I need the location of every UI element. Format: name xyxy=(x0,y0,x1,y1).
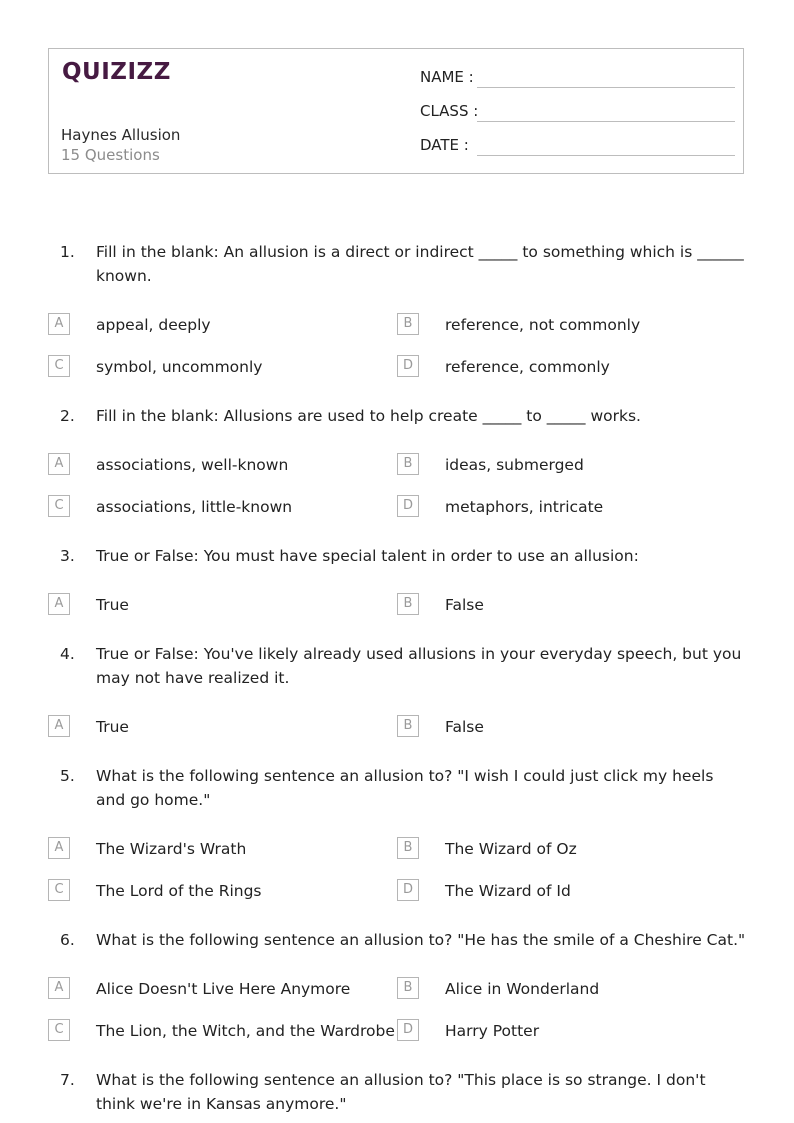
option-3b[interactable] xyxy=(397,593,737,617)
option-text: True xyxy=(96,718,129,736)
name-field[interactable] xyxy=(420,68,735,90)
option-5c[interactable] xyxy=(48,879,388,903)
option-letter-box: D xyxy=(397,1019,419,1041)
option-text: Harry Potter xyxy=(445,1022,540,1040)
option-letter-box: A xyxy=(48,453,70,475)
question-number: 3. xyxy=(60,547,75,565)
option-text: Alice Doesn't Live Here Anymore xyxy=(96,980,351,998)
option-text: False xyxy=(445,596,484,614)
name-label: NAME : xyxy=(420,68,474,86)
option-text: symbol, uncommonly xyxy=(96,358,263,376)
option-letter-box: A xyxy=(48,837,70,859)
question-number: 1. xyxy=(60,243,75,261)
date-label: DATE : xyxy=(420,136,469,154)
option-text: True xyxy=(96,596,129,614)
option-letter-box: C xyxy=(48,879,70,901)
date-field[interactable] xyxy=(420,136,735,158)
quizizz-logo: QUIZIZZ xyxy=(62,59,171,85)
option-letter-box: C xyxy=(48,1019,70,1041)
option-letter-box: C xyxy=(48,495,70,517)
option-2d[interactable] xyxy=(397,495,737,519)
class-line[interactable] xyxy=(477,121,735,122)
question-text: Fill in the blank: Allusions are used to help create _____ to _____ works. xyxy=(96,407,641,425)
option-6b[interactable] xyxy=(397,977,737,1001)
worksheet-header xyxy=(48,48,744,174)
option-5a[interactable] xyxy=(48,837,388,861)
option-letter-box: B xyxy=(397,837,419,859)
option-2b[interactable] xyxy=(397,453,737,477)
option-1b[interactable] xyxy=(397,313,737,337)
option-text: reference, commonly xyxy=(445,358,610,376)
worksheet-title: Haynes Allusion xyxy=(61,126,181,144)
question-number: 4. xyxy=(60,645,75,663)
option-text: metaphors, intricate xyxy=(445,498,604,516)
option-2c[interactable] xyxy=(48,495,388,519)
question-number: 5. xyxy=(60,767,75,785)
option-text: The Lion, the Witch, and the Wardrobe xyxy=(96,1022,395,1040)
option-text: associations, little-known xyxy=(96,498,293,516)
option-letter-box: D xyxy=(397,495,419,517)
option-letter-box: A xyxy=(48,313,70,335)
option-letter-box: B xyxy=(397,313,419,335)
option-text: The Lord of the Rings xyxy=(96,882,262,900)
option-6a[interactable] xyxy=(48,977,388,1001)
question-text: What is the following sentence an allusion to? "This place is so strange. I don't think we're in Kansas anymore." xyxy=(96,1071,706,1113)
option-4a[interactable] xyxy=(48,715,388,739)
question-count: 15 Questions xyxy=(61,146,160,164)
option-letter-box: B xyxy=(397,977,419,999)
option-1c[interactable] xyxy=(48,355,388,379)
option-letter-box: D xyxy=(397,879,419,901)
question-text: What is the following sentence an allusion to? "He has the smile of a Cheshire Cat." xyxy=(96,931,746,949)
option-text: associations, well-known xyxy=(96,456,289,474)
option-text: The Wizard of Oz xyxy=(445,840,577,858)
option-letter-box: C xyxy=(48,355,70,377)
class-field[interactable] xyxy=(420,102,735,124)
option-text: reference, not commonly xyxy=(445,316,641,334)
option-5b[interactable] xyxy=(397,837,737,861)
option-letter-box: A xyxy=(48,715,70,737)
option-letter-box: A xyxy=(48,593,70,615)
option-letter-box: A xyxy=(48,977,70,999)
question-text: What is the following sentence an allusion to? "I wish I could just click my heels and go home." xyxy=(96,767,714,809)
question-number: 6. xyxy=(60,931,75,949)
question-text: True or False: You've likely already used allusions in your everyday speech, but you may not have realized it. xyxy=(96,645,742,687)
question-number: 2. xyxy=(60,407,75,425)
option-4b[interactable] xyxy=(397,715,737,739)
option-text: The Wizard of Id xyxy=(445,882,571,900)
option-text: The Wizard's Wrath xyxy=(96,840,247,858)
option-1a[interactable] xyxy=(48,313,388,337)
option-6c[interactable] xyxy=(48,1019,395,1043)
option-letter-box: B xyxy=(397,715,419,737)
option-2a[interactable] xyxy=(48,453,388,477)
option-letter-box: B xyxy=(397,453,419,475)
question-text: True or False: You must have special talent in order to use an allusion: xyxy=(96,547,639,565)
name-line[interactable] xyxy=(477,87,735,88)
option-text: False xyxy=(445,718,484,736)
date-line[interactable] xyxy=(477,155,735,156)
option-letter-box: D xyxy=(397,355,419,377)
class-label: CLASS : xyxy=(420,102,479,120)
option-5d[interactable] xyxy=(397,879,737,903)
option-letter-box: B xyxy=(397,593,419,615)
question-number: 7. xyxy=(60,1071,75,1089)
option-3a[interactable] xyxy=(48,593,388,617)
option-text: Alice in Wonderland xyxy=(445,980,600,998)
option-text: ideas, submerged xyxy=(445,456,584,474)
option-1d[interactable] xyxy=(397,355,737,379)
question-text: Fill in the blank: An allusion is a direct or indirect _____ to something which is ______ known. xyxy=(96,243,744,285)
option-text: appeal, deeply xyxy=(96,316,211,334)
option-6d[interactable] xyxy=(397,1019,737,1043)
